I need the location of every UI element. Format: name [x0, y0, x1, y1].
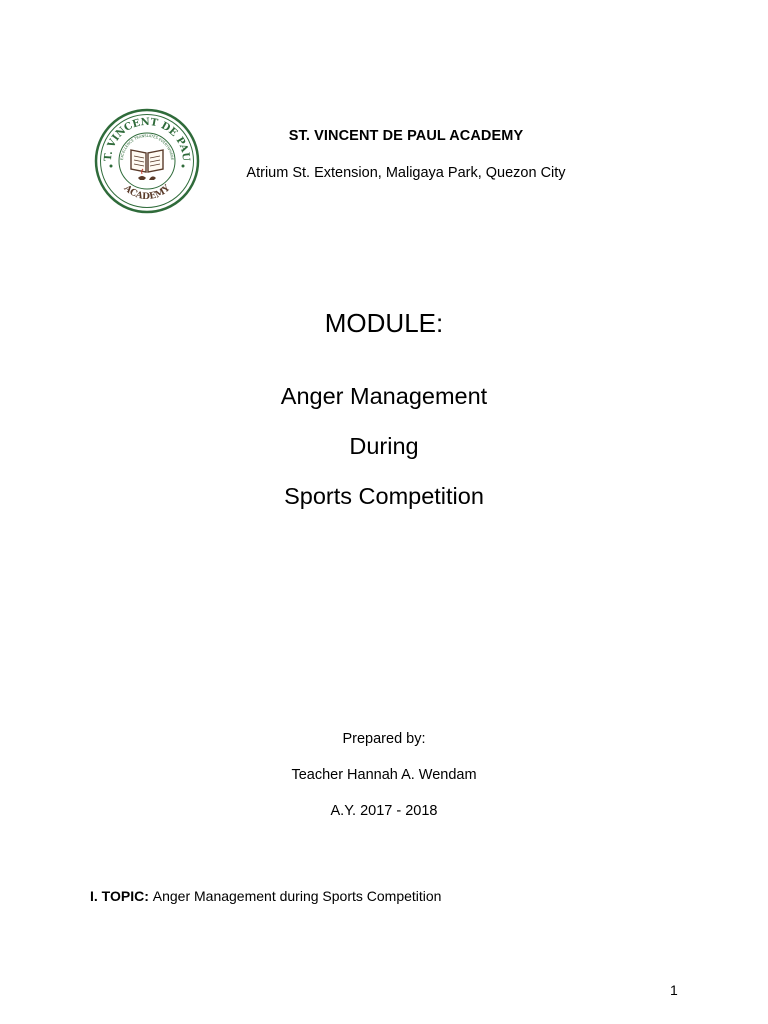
academic-year: A.Y. 2017 - 2018: [330, 803, 438, 819]
module-heading: MODULE:: [324, 308, 444, 338]
topic-text: Anger Management during Sports Competition: [152, 888, 442, 904]
topic-line: [90, 888, 441, 904]
prepared-by-label: Prepared by:: [342, 731, 426, 747]
author-name: Teacher Hannah A. Wendam: [291, 767, 477, 783]
school-address: Atrium St. Extension, Maligaya Park, Quezon City: [246, 165, 566, 181]
module-title-line-1: Anger Management: [280, 383, 488, 409]
module-title-line-2: During: [349, 433, 419, 459]
topic-label: I. TOPIC:: [90, 888, 153, 904]
school-name: ST. VINCENT DE PAUL ACADEMY: [288, 128, 524, 144]
seal-top-text: T. VINCENT DE PAU: [102, 116, 192, 162]
module-title-line-3: Sports Competition: [284, 483, 484, 509]
page-number: 1: [670, 982, 678, 998]
school-seal-logo: [94, 108, 200, 214]
school-seal-svg: [94, 108, 200, 214]
seal-inner-motto: EXCELLENCE TRANSLATES EVERYWHERE: [119, 133, 175, 161]
seal-bottom-text: ACADEMY: [121, 183, 173, 203]
